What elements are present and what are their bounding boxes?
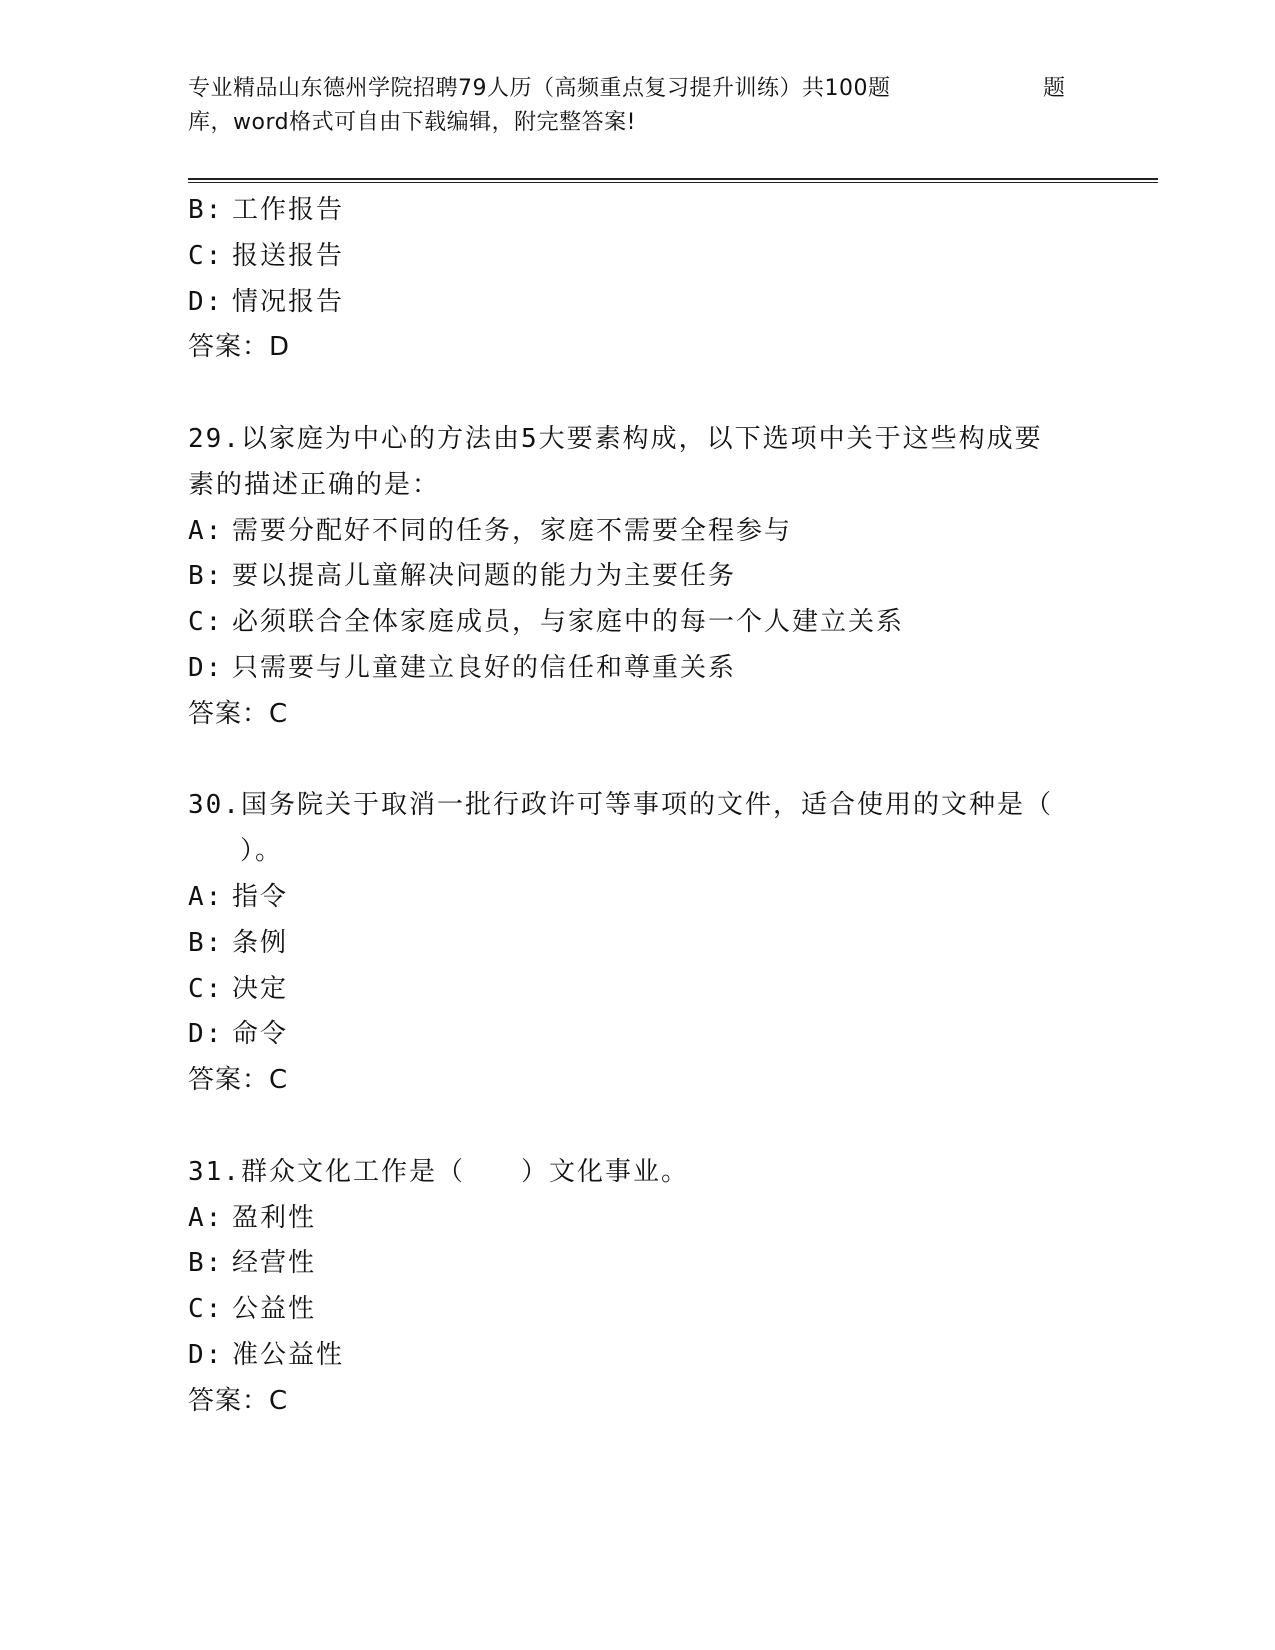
question-29 bbox=[188, 417, 1118, 738]
question-30 bbox=[188, 783, 1118, 1104]
header-title-tail: 题 bbox=[1043, 76, 1066, 101]
option-d bbox=[188, 1012, 1118, 1058]
header-divider bbox=[188, 178, 1158, 183]
option-d bbox=[188, 280, 1118, 326]
option-a bbox=[188, 875, 1118, 921]
spacer bbox=[188, 371, 1118, 417]
option-c bbox=[188, 234, 1118, 280]
option-letter: C: bbox=[188, 607, 224, 638]
header-line-2: 库，word格式可自由下载编辑，附完整答案! bbox=[188, 110, 636, 135]
answer: 答案：C bbox=[188, 698, 289, 729]
option-text: 需要分配好不同的任务，家庭不需要全程参与 bbox=[232, 515, 793, 546]
option-text: 工作报告 bbox=[232, 195, 345, 225]
question-stem: 31.群众文化工作是（ ）文化事业。 bbox=[188, 1156, 689, 1187]
option-letter: A: bbox=[188, 1202, 224, 1233]
option-letter: B: bbox=[188, 927, 224, 958]
option-text: 情况报告 bbox=[232, 286, 345, 317]
option-text: 盈利性 bbox=[232, 1202, 317, 1233]
option-d bbox=[188, 646, 1118, 692]
option-letter: C: bbox=[188, 240, 224, 271]
question-stem-cont: 素的描述正确的是： bbox=[188, 469, 441, 500]
option-text: 经营性 bbox=[232, 1248, 317, 1279]
option-letter: D: bbox=[188, 652, 224, 683]
option-text: 决定 bbox=[232, 973, 289, 1004]
option-a bbox=[188, 509, 1118, 555]
question-31 bbox=[188, 1150, 1118, 1425]
option-text: 必须联合全体家庭成员，与家庭中的每一个人建立关系 bbox=[232, 607, 905, 638]
option-text: 只需要与儿童建立良好的信任和尊重关系 bbox=[232, 652, 737, 683]
question-stem: 30.国务院关于取消一批行政许可等事项的文件，适合使用的文种是（ bbox=[188, 790, 1053, 821]
answer: 答案：C bbox=[188, 1385, 289, 1416]
question-stem: 29.以家庭为中心的方法由5大要素构成，以下选项中关于这些构成要 bbox=[188, 423, 1043, 454]
option-letter: B: bbox=[188, 561, 224, 592]
option-letter: C: bbox=[188, 1294, 224, 1325]
option-text: 条例 bbox=[232, 927, 289, 958]
option-letter: D: bbox=[188, 286, 224, 317]
option-text: 报送报告 bbox=[232, 240, 345, 271]
page-header bbox=[188, 72, 1078, 140]
option-c bbox=[188, 967, 1118, 1013]
option-text: 要以提高儿童解决问题的能力为主要任务 bbox=[232, 561, 737, 592]
option-letter: A: bbox=[188, 515, 224, 546]
option-text: 命令 bbox=[232, 1019, 289, 1050]
option-letter: D: bbox=[188, 1019, 224, 1050]
header-title: 专业精品山东德州学院招聘79人历（高频重点复习提升训练）共100题 bbox=[188, 76, 891, 101]
option-b bbox=[188, 921, 1118, 967]
option-text: 指令 bbox=[232, 881, 289, 912]
prev-question bbox=[188, 188, 1118, 371]
option-letter: A: bbox=[188, 881, 224, 912]
answer: 答案：D bbox=[188, 332, 291, 363]
spacer bbox=[188, 738, 1118, 784]
option-text: 准公益性 bbox=[232, 1339, 345, 1370]
question-stem-cont: ）。 bbox=[240, 836, 284, 867]
option-letter: B: bbox=[188, 195, 224, 225]
answer: 答案：C bbox=[188, 1065, 289, 1096]
option-c bbox=[188, 600, 1118, 646]
spacer bbox=[188, 1104, 1118, 1150]
header-line-1 bbox=[188, 72, 1078, 106]
option-b bbox=[188, 554, 1118, 600]
option-letter: D: bbox=[188, 1339, 224, 1370]
option-b bbox=[188, 188, 1118, 234]
option-b bbox=[188, 1241, 1118, 1287]
option-text: 公益性 bbox=[232, 1294, 317, 1325]
option-c bbox=[188, 1287, 1118, 1333]
question-content bbox=[188, 188, 1118, 1425]
option-letter: C: bbox=[188, 973, 224, 1004]
option-a bbox=[188, 1196, 1118, 1242]
option-letter: B: bbox=[188, 1248, 224, 1279]
option-d bbox=[188, 1333, 1118, 1379]
